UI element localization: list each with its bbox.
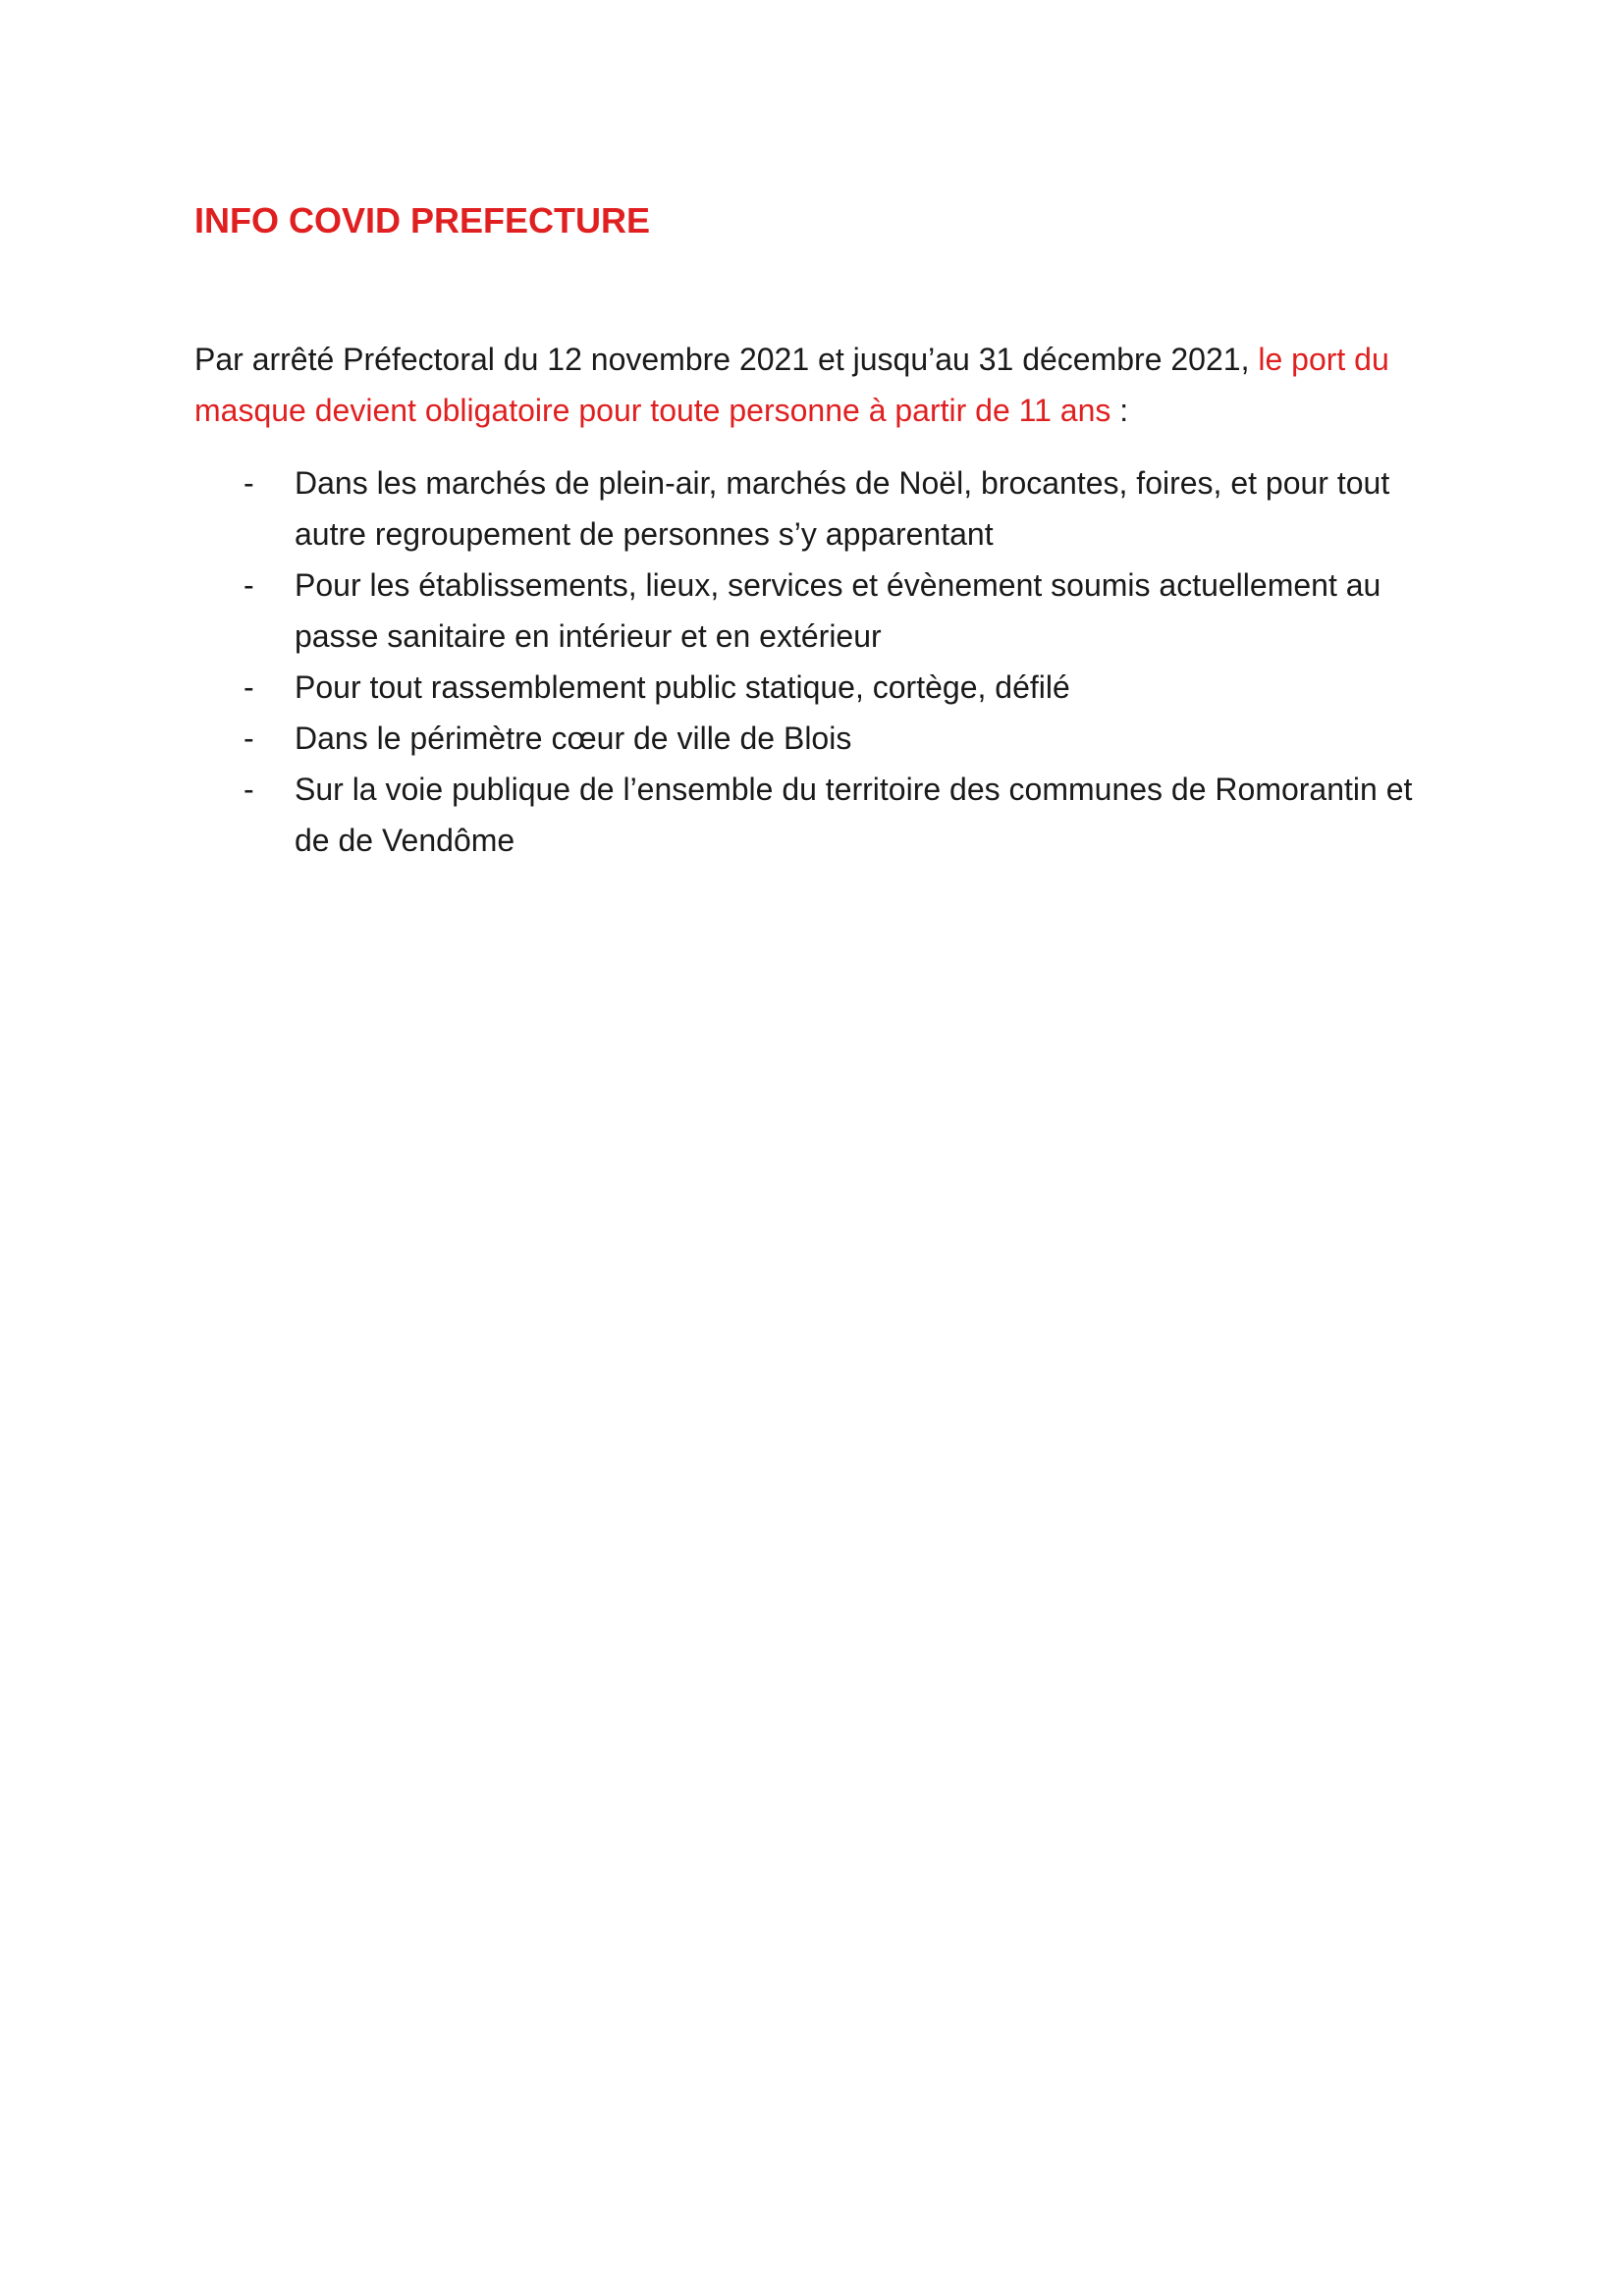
list-item-text: Dans les marchés de plein-air, marchés de Noël, brocantes, foires, et pour tout autre regroupement de personnes s’y apparentant bbox=[295, 465, 1390, 552]
list-item-text: Pour tout rassemblement public statique, cortège, défilé bbox=[295, 669, 1070, 705]
list-item bbox=[194, 713, 1432, 764]
bullet-dash: - bbox=[244, 721, 254, 756]
list-item-text: Pour les établissements, lieux, services et évènement soumis actuellement au passe sanitaire en intérieur et en extérieur bbox=[295, 567, 1381, 654]
document-title: INFO COVID PREFECTURE bbox=[194, 200, 651, 240]
list-item bbox=[194, 662, 1432, 713]
list-item-text: Dans le périmètre cœur de ville de Blois bbox=[295, 721, 852, 756]
intro-highlight: le port du masque devient obligatoire pour toute personne à partir de 11 ans bbox=[194, 342, 1389, 428]
intro-suffix: : bbox=[1110, 393, 1129, 428]
bullet-dash: - bbox=[244, 669, 254, 705]
list-item bbox=[194, 560, 1432, 662]
bullet-list bbox=[194, 457, 1432, 866]
list-item bbox=[194, 457, 1432, 560]
list-item bbox=[194, 764, 1432, 866]
bullet-dash: - bbox=[244, 465, 254, 501]
bullet-dash: - bbox=[244, 567, 254, 603]
intro-text: Par arrêté Préfectoral du 12 novembre 2021 et jusqu’au 31 décembre 2021, bbox=[194, 342, 1259, 377]
bullet-dash: - bbox=[244, 772, 254, 807]
list-item-text: Sur la voie publique de l’ensemble du territoire des communes de Romorantin et de de Vendôme bbox=[295, 772, 1413, 858]
intro-paragraph bbox=[194, 334, 1432, 436]
